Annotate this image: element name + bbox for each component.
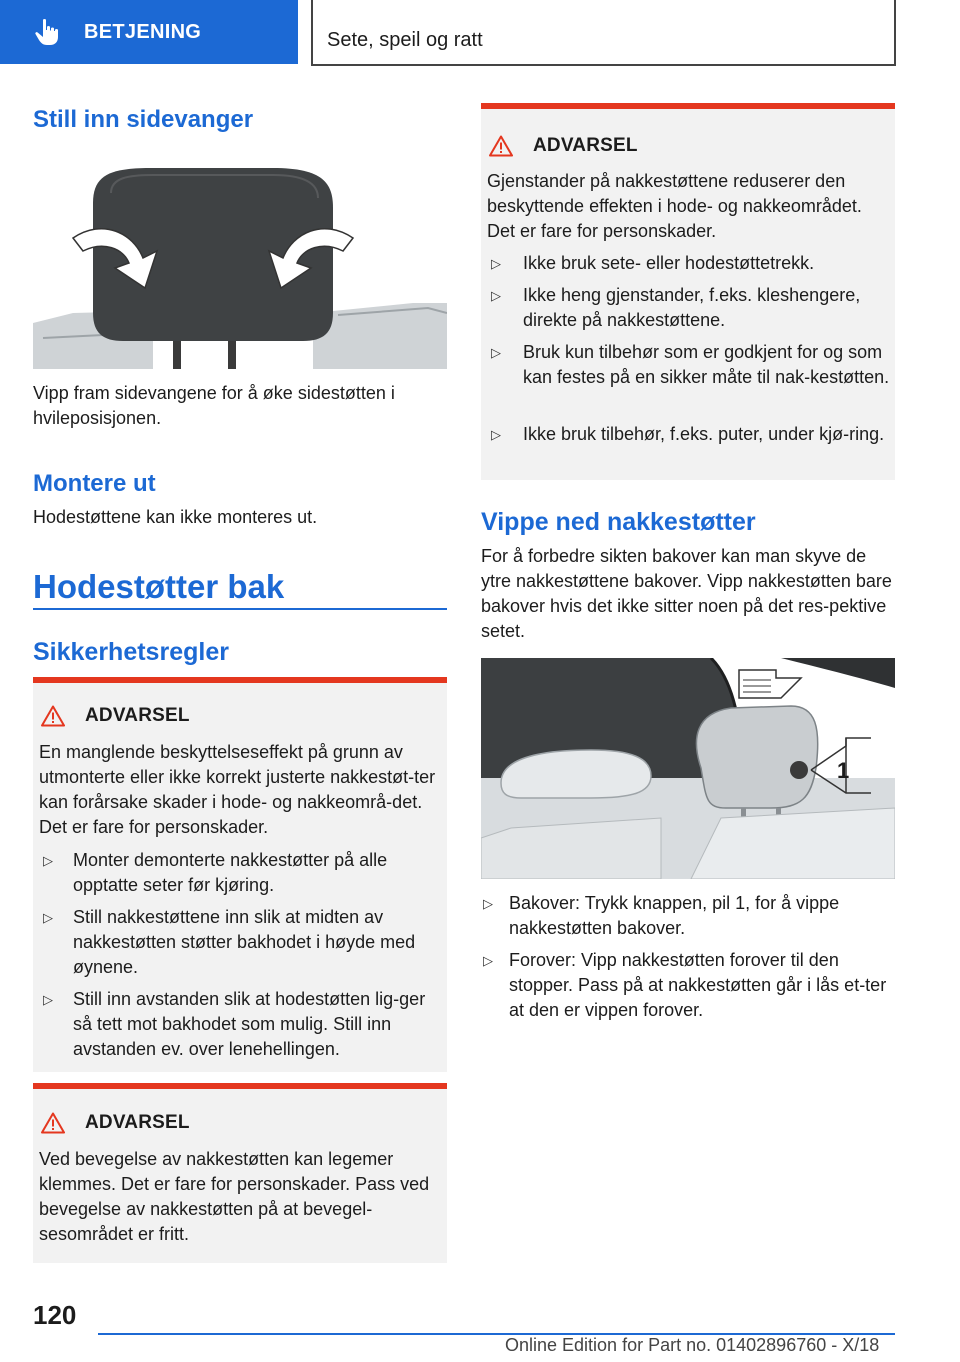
list-item-text: Bruk kun tilbehør som er godkjent for og som kan festes på en sikker måte til nak-kestøtten. — [523, 342, 890, 387]
warning-heading — [489, 135, 638, 157]
section-tab[interactable] — [0, 0, 298, 64]
page-title: Sete, speil og ratt — [327, 29, 483, 51]
warning-title: ADVARSEL — [533, 135, 638, 156]
heading-underline — [33, 608, 447, 610]
triangle-bullet-icon: ▷ — [491, 345, 501, 360]
list-item — [39, 905, 445, 980]
warning-text: Ved bevegelse av nakkestøtten kan legemer klemmes. Det er fare for personskader. Pass ved bevegelse av nakkestøtten på at bevegel-sesområdet er fritt. — [39, 1149, 430, 1244]
list-item — [487, 283, 893, 333]
warning-text: En manglende beskyttelseseffekt på grunn av utmonterte eller ikke korrekt justerte nakkestøt-ter kan forårsake skader i hode- og nakkeområ-det. Det er fare for personskader. — [39, 742, 436, 837]
headrest-side-wings-image — [33, 163, 447, 369]
image-callout-label: 1 — [837, 758, 850, 783]
warning-box-3 — [481, 103, 895, 480]
list-item-text: Forover: Vipp nakkestøtten forover til den stopper. Pass på at nakkestøtten går i lås et-ter at den er vippen forover. — [509, 950, 887, 1020]
page-number: 120 — [33, 1300, 77, 1330]
warning-triangle-icon — [489, 135, 513, 157]
heading-montere-ut: Montere ut — [33, 470, 156, 497]
paragraph-montere-ut: Hodestøttene kan ikke monteres ut. — [33, 507, 318, 527]
hand-pointer-icon — [32, 17, 62, 47]
list-item-text: Still inn avstanden slik at hodestøtten lig-ger så tett mot bakhodet som mulig. Still inn avstanden ev. over lenehellingen. — [73, 989, 426, 1059]
triangle-bullet-icon: ▷ — [491, 427, 501, 442]
list-item-text: Ikke bruk sete- eller hodestøttetrekk. — [523, 253, 815, 273]
warning-title: ADVARSEL — [85, 705, 190, 726]
heading-hodestotter-bak: Hodestøtter bak — [33, 568, 285, 605]
warning-text: Gjenstander på nakkestøttene reduserer den beskyttende effekten i hode- og nakkeområdet. Det er fare for personskader. — [487, 171, 862, 241]
heading-still-inn-sidevanger: Still inn sidevanger — [33, 106, 254, 133]
warning-box-2 — [33, 1083, 447, 1263]
list-item-text: Still nakkestøttene inn slik at midten av nakkestøtten støtter bakhodet i høyde med øynene. — [73, 907, 416, 977]
triangle-bullet-icon: ▷ — [483, 953, 493, 968]
list-item-text: Ikke bruk tilbehør, f.eks. puter, under kjø-ring. — [523, 424, 885, 444]
section-label: BETJENING — [84, 20, 202, 43]
list-item — [487, 251, 893, 276]
list-item-text: Bakover: Trykk knappen, pil 1, for å vippe nakkestøtten bakover. — [509, 893, 840, 938]
paragraph-vippe-ned: For å forbedre sikten bakover kan man skyve de ytre nakkestøttene bakover. Vipp nakkestøtten bare bakover hvis det ikke sitter noen på det res-pektive setet. — [481, 546, 892, 641]
list-item — [39, 987, 445, 1062]
heading-vippe-ned: Vippe ned nakkestøtter — [481, 508, 756, 536]
triangle-bullet-icon: ▷ — [43, 853, 53, 868]
triangle-bullet-icon: ▷ — [491, 256, 501, 271]
triangle-bullet-icon: ▷ — [483, 896, 493, 911]
triangle-bullet-icon: ▷ — [43, 910, 53, 925]
list-item — [487, 422, 893, 447]
warning-triangle-icon — [41, 705, 65, 727]
warning-triangle-icon — [41, 1112, 65, 1134]
list-item — [481, 891, 895, 941]
list-item-text: Monter demonterte nakkestøtter på alle opptatte seter før kjøring. — [73, 850, 388, 895]
list-item — [39, 848, 445, 898]
list-item-text: Ikke heng gjenstander, f.eks. kleshengere, direkte på nakkestøttene. — [523, 285, 861, 330]
warning-title: ADVARSEL — [85, 1112, 190, 1133]
triangle-bullet-icon: ▷ — [491, 288, 501, 303]
paragraph-sidevanger: Vipp fram sidevangene for å øke sidestøtten i hvileposisjonen. — [33, 383, 395, 428]
triangle-bullet-icon: ▷ — [43, 992, 53, 1007]
heading-sikkerhetsregler: Sikkerhetsregler — [33, 638, 229, 666]
warning-heading — [41, 1112, 190, 1134]
footer-edition-text: Online Edition for Part no. 01402896760 - X/18 — [505, 1335, 880, 1355]
warning-box-1 — [33, 677, 447, 1072]
list-item — [481, 948, 895, 1023]
list-item — [487, 340, 893, 390]
page-title-box — [311, 0, 896, 66]
rear-headrest-tilt-image — [481, 658, 895, 879]
warning-heading — [41, 705, 190, 727]
